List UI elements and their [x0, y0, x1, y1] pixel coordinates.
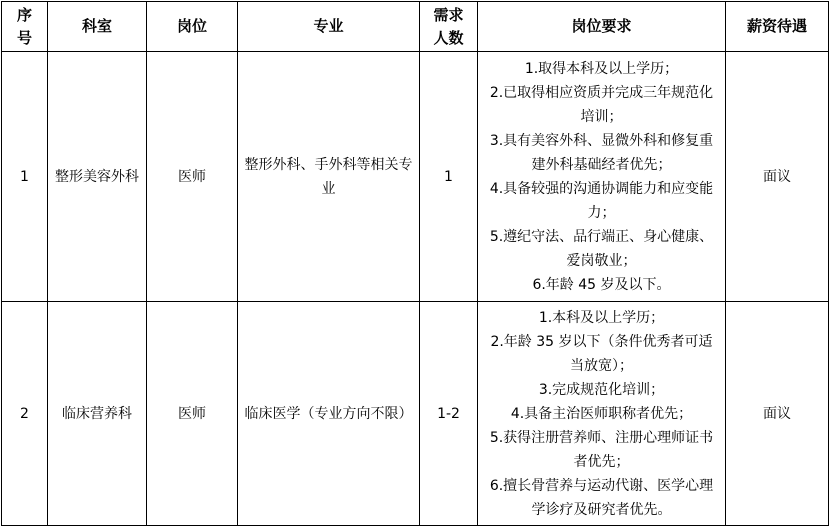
table-header-row [2, 2, 829, 52]
requirement-item: 4.具备较强的沟通协调能力和应变能力； [489, 180, 714, 221]
requirement-item: 1.取得本科及以上学历； [524, 60, 679, 77]
header-count: 需求人数 [420, 2, 478, 52]
requirement-item: 2.已取得相应资质并完成三年规范化培训； [489, 84, 714, 125]
requirement-item: 2.年龄 35 岁以下（条件优秀者可适当放宽）； [490, 333, 713, 374]
recruitment-table [1, 1, 829, 526]
requirement-item: 4.具备主治医师职称者优先； [510, 405, 693, 422]
row-requirements [478, 302, 726, 526]
requirement-item: 5.获得注册营养师、注册心理师证书者优先； [489, 429, 714, 470]
header-requirements: 岗位要求 [478, 2, 726, 52]
row-count: 1-2 [420, 302, 478, 526]
table-row [2, 52, 829, 302]
row-major: 临床医学（专业方向不限） [238, 302, 420, 526]
row-count: 1 [420, 52, 478, 302]
header-salary: 薪资待遇 [726, 2, 829, 52]
requirement-item: 3.完成规范化培训； [538, 381, 665, 398]
requirement-item: 6.年龄 45 岁及以下。 [532, 276, 671, 293]
row-salary: 面议 [726, 302, 829, 526]
requirement-item: 3.具有美容外科、显微外科和修复重建外科基础经者优先； [489, 132, 714, 173]
header-index: 序号 [2, 2, 48, 52]
row-salary: 面议 [726, 52, 829, 302]
row-department: 临床营养科 [48, 302, 147, 526]
requirement-item: 6.擅长骨营养与运动代谢、医学心理学诊疗及研究者优先。 [489, 477, 714, 518]
row-major: 整形外科、手外科等相关专业 [238, 52, 420, 302]
header-major: 专业 [238, 2, 420, 52]
row-requirements [478, 52, 726, 302]
requirement-item: 1.本科及以上学历； [538, 309, 665, 326]
row-index: 2 [2, 302, 48, 526]
header-position: 岗位 [147, 2, 238, 52]
requirement-item: 5.遵纪守法、品行端正、身心健康、爱岗敬业； [489, 228, 714, 269]
row-department: 整形美容外科 [48, 52, 147, 302]
row-position: 医师 [147, 52, 238, 302]
row-index: 1 [2, 52, 48, 302]
table-row [2, 302, 829, 526]
header-department: 科室 [48, 2, 147, 52]
row-position: 医师 [147, 302, 238, 526]
